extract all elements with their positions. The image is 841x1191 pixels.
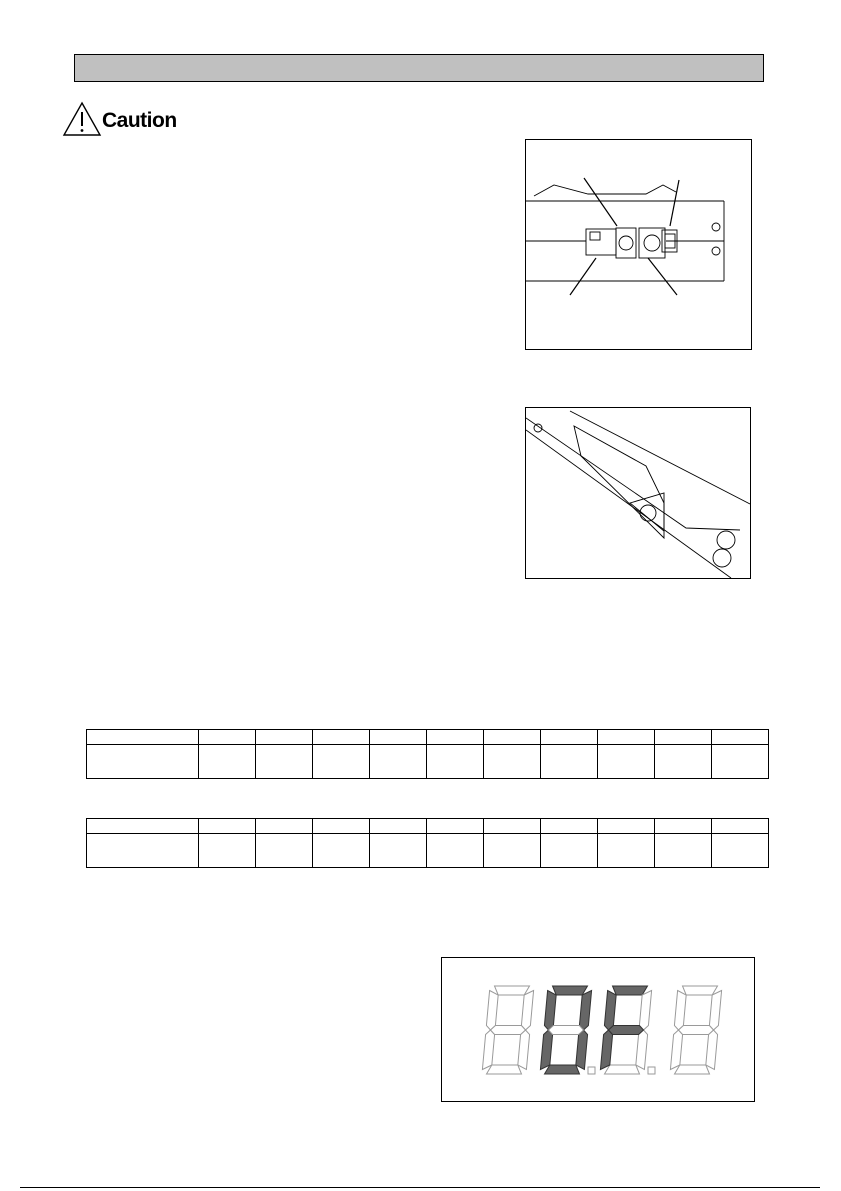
table-cell: [712, 819, 769, 834]
table-cell: [313, 730, 370, 745]
table-cell: [199, 819, 256, 834]
table-cell: [541, 745, 598, 779]
segment-f: [486, 991, 498, 1031]
segment-f: [544, 991, 556, 1031]
segment-b: [579, 991, 591, 1031]
table-cell: [313, 745, 370, 779]
segment-g: [609, 1026, 644, 1035]
controller-panel-drawing: [526, 140, 751, 349]
section-title-bar: [74, 54, 764, 82]
table-cell: [427, 730, 484, 745]
segment-b: [639, 991, 651, 1031]
table-cell: [598, 819, 655, 834]
table-cell: [87, 730, 199, 745]
segment-a: [683, 986, 718, 995]
segment-d: [487, 1065, 522, 1074]
controller-panel-figure: [525, 139, 752, 350]
table-cell: [541, 834, 598, 868]
cover-lever-drawing: [526, 408, 750, 578]
segment-g: [491, 1026, 526, 1035]
table-cell: [484, 834, 541, 868]
segment-d: [605, 1065, 640, 1074]
table-cell: [256, 730, 313, 745]
segment-f: [674, 991, 686, 1031]
table-cell: [655, 819, 712, 834]
table-cell: [598, 730, 655, 745]
table-cell: [655, 730, 712, 745]
decimal-point: [588, 1067, 595, 1074]
table-cell: [313, 819, 370, 834]
segment-c: [706, 1030, 718, 1070]
segment-c: [636, 1030, 648, 1070]
table-header-row: [87, 730, 769, 745]
segment-e: [540, 1030, 552, 1070]
table-cell: [541, 730, 598, 745]
table-cell: [541, 819, 598, 834]
table-cell: [427, 745, 484, 779]
table-cell: [256, 834, 313, 868]
table-cell: [655, 745, 712, 779]
seven-segment-display: [442, 958, 754, 1101]
warning-triangle-icon: [62, 101, 102, 137]
table-cell: [370, 819, 427, 834]
table-cell: [87, 819, 199, 834]
table-row: [87, 745, 769, 779]
table-cell: [655, 834, 712, 868]
table-cell: [313, 834, 370, 868]
segment-b: [521, 991, 533, 1031]
table-cell: [199, 745, 256, 779]
segment-a: [613, 986, 648, 995]
table-cell: [598, 745, 655, 779]
settings-table-2: [86, 818, 769, 868]
segment-b: [709, 991, 721, 1031]
table-cell: [712, 834, 769, 868]
segment-a: [495, 986, 530, 995]
table-cell: [370, 730, 427, 745]
segment-c: [518, 1030, 530, 1070]
table-cell: [484, 745, 541, 779]
caution-heading: [62, 101, 192, 137]
segment-c: [576, 1030, 588, 1070]
table-cell: [256, 745, 313, 779]
table-cell: [427, 819, 484, 834]
table-cell: [484, 730, 541, 745]
segment-e: [482, 1030, 494, 1070]
segment-f: [604, 991, 616, 1031]
segment-d: [545, 1065, 580, 1074]
caution-label: Caution: [102, 109, 177, 132]
table-cell: [484, 819, 541, 834]
segment-d: [675, 1065, 710, 1074]
cover-lever-figure: [525, 407, 751, 579]
table-cell: [427, 834, 484, 868]
table-cell: [87, 834, 199, 868]
segment-g: [679, 1026, 714, 1035]
table-header-row: [87, 819, 769, 834]
decimal-point: [648, 1067, 655, 1074]
segment-e: [670, 1030, 682, 1070]
page-bottom-rule: [20, 1187, 820, 1188]
table-cell: [370, 745, 427, 779]
segment-a: [553, 986, 588, 995]
table-cell: [87, 745, 199, 779]
segment-g: [549, 1026, 584, 1035]
table-row: [87, 834, 769, 868]
table-cell: [712, 730, 769, 745]
table-cell: [370, 834, 427, 868]
settings-table-1: [86, 729, 769, 779]
segment-e: [600, 1030, 612, 1070]
table-cell: [256, 819, 313, 834]
table-cell: [598, 834, 655, 868]
led-display-figure: [441, 957, 755, 1102]
table-cell: [199, 834, 256, 868]
table-cell: [712, 745, 769, 779]
table-cell: [199, 730, 256, 745]
